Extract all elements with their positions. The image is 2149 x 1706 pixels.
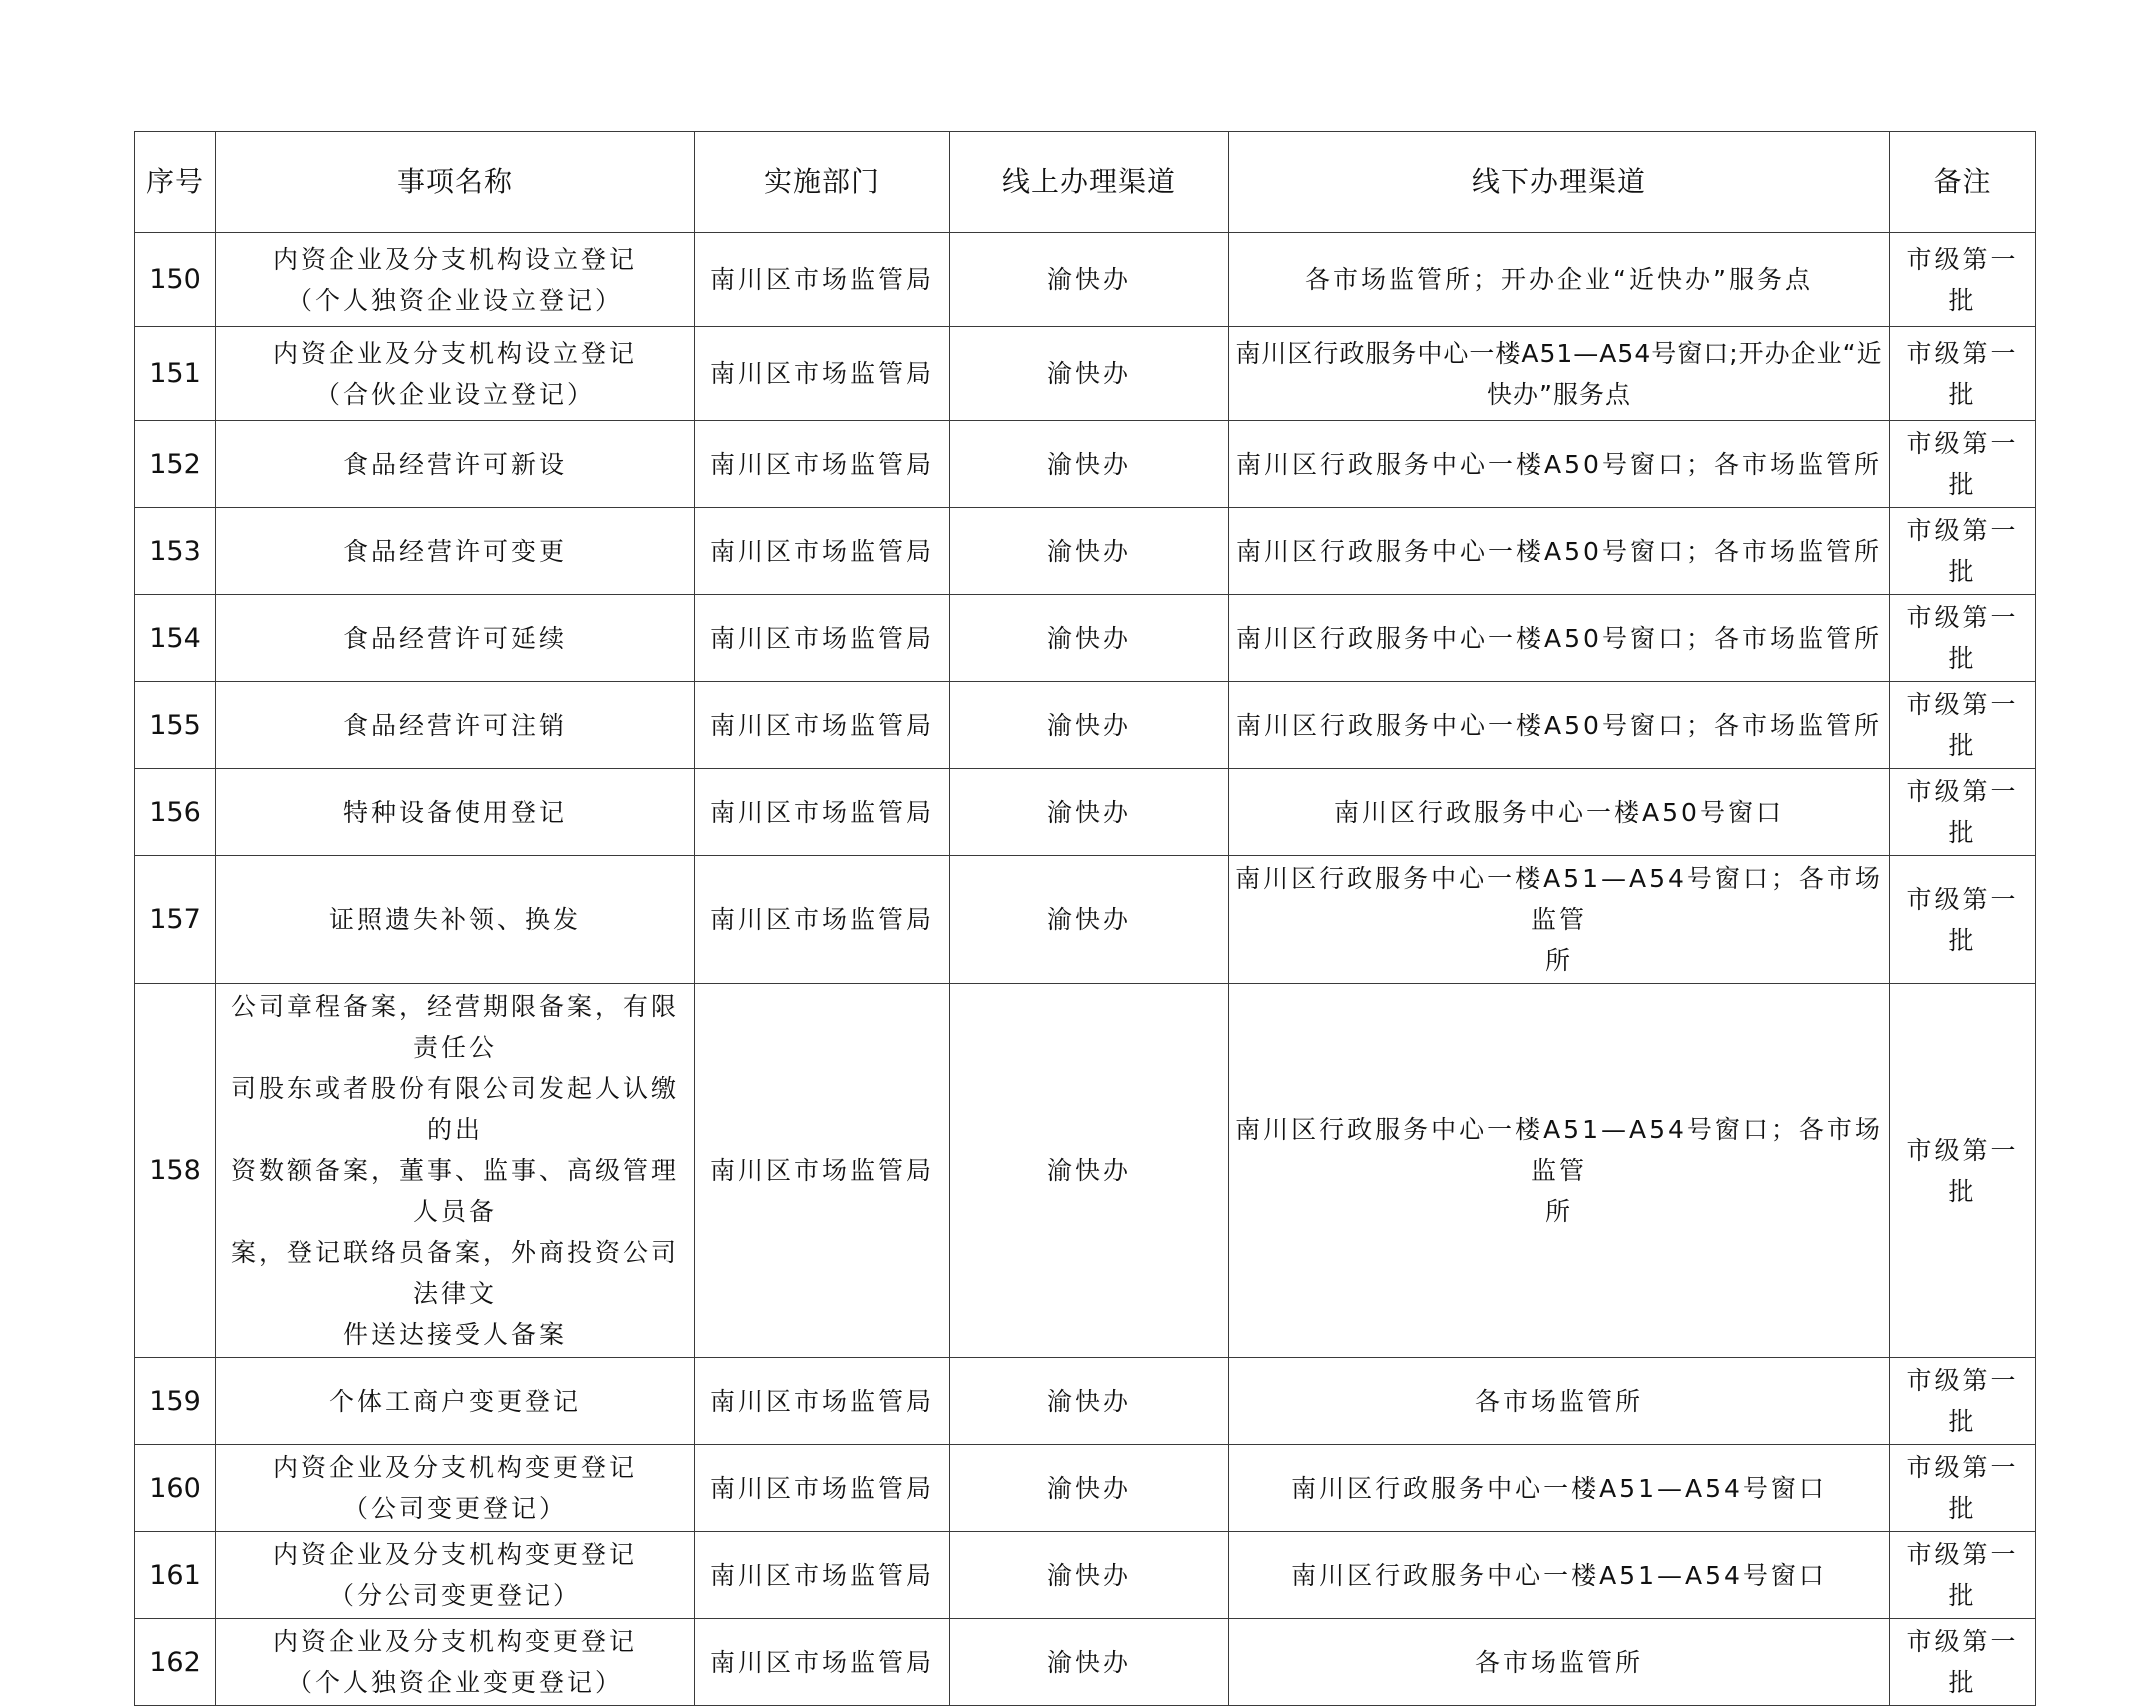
row-offline-channel bbox=[1229, 769, 1890, 856]
table-row bbox=[135, 682, 2036, 769]
row-department: 南川区市场监管局 bbox=[695, 508, 950, 595]
row-serial: 158 bbox=[135, 984, 216, 1358]
row-remark: 市级第一批 bbox=[1890, 508, 2036, 595]
offline-line: 南川区行政服务中心一楼A50号窗口 bbox=[1334, 797, 1784, 827]
row-online-channel: 渝快办 bbox=[950, 1445, 1229, 1532]
offline-line: 各市场监管所；开办企业“近快办”服务点 bbox=[1305, 265, 1813, 294]
item-name-line: 食品经营许可延续 bbox=[342, 623, 567, 653]
item-name-line: 公司章程备案，经营期限备案，有限责任公 bbox=[230, 992, 679, 1062]
row-serial: 161 bbox=[135, 1532, 216, 1619]
row-item-name bbox=[216, 595, 695, 682]
row-online-channel: 渝快办 bbox=[950, 595, 1229, 682]
offline-line: 快办”服务点 bbox=[1487, 379, 1631, 409]
item-name-line: 证照遗失补领、换发 bbox=[328, 905, 581, 934]
row-offline-channel bbox=[1229, 327, 1890, 421]
row-item-name bbox=[216, 233, 695, 327]
row-remark: 市级第一批 bbox=[1890, 327, 2036, 421]
header-item-name: 事项名称 bbox=[216, 132, 695, 233]
offline-line: 南川区行政服务中心一楼A50号窗口；各市场监管所 bbox=[1236, 536, 1882, 566]
row-online-channel: 渝快办 bbox=[950, 233, 1229, 327]
item-name-line: （个人独资企业设立登记） bbox=[286, 285, 623, 315]
row-item-name bbox=[216, 769, 695, 856]
item-name-line: 内资企业及分支机构设立登记 bbox=[272, 244, 637, 274]
row-serial: 162 bbox=[135, 1619, 216, 1706]
row-remark: 市级第一批 bbox=[1890, 1532, 2036, 1619]
row-serial: 153 bbox=[135, 508, 216, 595]
row-item-name bbox=[216, 984, 695, 1358]
item-name-line: （分公司变更登记） bbox=[328, 1581, 581, 1610]
offline-line: 南川区行政服务中心一楼A51—A54号窗口；各市场监管 bbox=[1235, 864, 1883, 934]
row-department: 南川区市场监管局 bbox=[695, 327, 950, 421]
row-offline-channel bbox=[1229, 421, 1890, 508]
offline-line: 南川区行政服务中心一楼A51—A54号窗口 bbox=[1291, 1560, 1827, 1590]
offline-line: 南川区行政服务中心一楼A50号窗口；各市场监管所 bbox=[1236, 449, 1882, 479]
item-name-line: 司股东或者股份有限公司发起人认缴的出 bbox=[230, 1074, 679, 1144]
header-department: 实施部门 bbox=[695, 132, 950, 233]
header-serial: 序号 bbox=[135, 132, 216, 233]
row-item-name bbox=[216, 421, 695, 508]
row-item-name bbox=[216, 327, 695, 421]
item-name-line: 件送达接受人备案 bbox=[342, 1320, 567, 1349]
row-offline-channel bbox=[1229, 1358, 1890, 1445]
offline-line: 各市场监管所 bbox=[1474, 1386, 1643, 1416]
table-row bbox=[135, 595, 2036, 682]
table-row bbox=[135, 327, 2036, 421]
row-serial: 160 bbox=[135, 1445, 216, 1532]
row-online-channel: 渝快办 bbox=[950, 856, 1229, 984]
row-serial: 152 bbox=[135, 421, 216, 508]
table-row bbox=[135, 421, 2036, 508]
row-offline-channel bbox=[1229, 856, 1890, 984]
row-serial: 154 bbox=[135, 595, 216, 682]
row-department: 南川区市场监管局 bbox=[695, 769, 950, 856]
table-row bbox=[135, 856, 2036, 984]
table-row bbox=[135, 233, 2036, 327]
row-serial: 157 bbox=[135, 856, 216, 984]
row-department: 南川区市场监管局 bbox=[695, 233, 950, 327]
offline-line: 南川区行政服务中心一楼A50号窗口；各市场监管所 bbox=[1236, 710, 1882, 740]
row-item-name bbox=[216, 856, 695, 984]
services-table bbox=[134, 131, 2036, 1706]
row-department: 南川区市场监管局 bbox=[695, 984, 950, 1358]
row-serial: 159 bbox=[135, 1358, 216, 1445]
row-item-name bbox=[216, 1532, 695, 1619]
row-offline-channel bbox=[1229, 1445, 1890, 1532]
row-online-channel: 渝快办 bbox=[950, 508, 1229, 595]
row-department: 南川区市场监管局 bbox=[695, 856, 950, 984]
row-item-name bbox=[216, 1445, 695, 1532]
table-row bbox=[135, 1358, 2036, 1445]
row-online-channel: 渝快办 bbox=[950, 327, 1229, 421]
row-offline-channel bbox=[1229, 682, 1890, 769]
item-name-line: 特种设备使用登记 bbox=[342, 797, 567, 827]
row-remark: 市级第一批 bbox=[1890, 1619, 2036, 1706]
table-row bbox=[135, 984, 2036, 1358]
table-row bbox=[135, 1532, 2036, 1619]
offline-line: 各市场监管所 bbox=[1474, 1647, 1643, 1677]
row-offline-channel bbox=[1229, 508, 1890, 595]
row-offline-channel bbox=[1229, 1532, 1890, 1619]
row-serial: 151 bbox=[135, 327, 216, 421]
item-name-line: 内资企业及分支机构设立登记 bbox=[272, 338, 637, 368]
row-remark: 市级第一批 bbox=[1890, 1358, 2036, 1445]
header-row bbox=[135, 132, 2036, 233]
offline-line: 所 bbox=[1544, 946, 1573, 975]
item-name-line: （个人独资企业变更登记） bbox=[286, 1668, 623, 1697]
row-department: 南川区市场监管局 bbox=[695, 595, 950, 682]
item-name-line: （合伙企业设立登记） bbox=[314, 379, 595, 409]
item-name-line: 案，登记联络员备案，外商投资公司法律文 bbox=[230, 1238, 679, 1308]
row-online-channel: 渝快办 bbox=[950, 769, 1229, 856]
row-department: 南川区市场监管局 bbox=[695, 682, 950, 769]
row-item-name bbox=[216, 1619, 695, 1706]
row-department: 南川区市场监管局 bbox=[695, 1532, 950, 1619]
row-online-channel: 渝快办 bbox=[950, 421, 1229, 508]
row-offline-channel bbox=[1229, 1619, 1890, 1706]
row-remark: 市级第一批 bbox=[1890, 984, 2036, 1358]
row-offline-channel bbox=[1229, 984, 1890, 1358]
item-name-line: 内资企业及分支机构变更登记 bbox=[272, 1627, 637, 1656]
offline-line: 所 bbox=[1544, 1197, 1573, 1226]
row-online-channel: 渝快办 bbox=[950, 682, 1229, 769]
header-remark: 备注 bbox=[1890, 132, 2036, 233]
row-department: 南川区市场监管局 bbox=[695, 421, 950, 508]
row-remark: 市级第一批 bbox=[1890, 1445, 2036, 1532]
header-online-channel: 线上办理渠道 bbox=[950, 132, 1229, 233]
table-row bbox=[135, 1619, 2036, 1706]
item-name-line: 内资企业及分支机构变更登记 bbox=[272, 1540, 637, 1569]
row-offline-channel bbox=[1229, 595, 1890, 682]
row-online-channel: 渝快办 bbox=[950, 984, 1229, 1358]
row-department: 南川区市场监管局 bbox=[695, 1445, 950, 1532]
item-name-line: 资数额备案，董事、监事、高级管理人员备 bbox=[230, 1156, 679, 1226]
row-serial: 156 bbox=[135, 769, 216, 856]
row-remark: 市级第一批 bbox=[1890, 682, 2036, 769]
row-remark: 市级第一批 bbox=[1890, 856, 2036, 984]
offline-line: 南川区行政服务中心一楼A51—A54号窗口；各市场监管 bbox=[1235, 1115, 1883, 1185]
table-row bbox=[135, 508, 2036, 595]
row-item-name bbox=[216, 1358, 695, 1445]
row-offline-channel bbox=[1229, 233, 1890, 327]
offline-line: 南川区行政服务中心一楼A51—A54号窗口;开办企业“近 bbox=[1235, 338, 1883, 368]
item-name-line: 食品经营许可变更 bbox=[342, 536, 567, 566]
table-row bbox=[135, 1445, 2036, 1532]
offline-line: 南川区行政服务中心一楼A50号窗口；各市场监管所 bbox=[1236, 623, 1882, 653]
row-online-channel: 渝快办 bbox=[950, 1358, 1229, 1445]
row-department: 南川区市场监管局 bbox=[695, 1619, 950, 1706]
row-remark: 市级第一批 bbox=[1890, 769, 2036, 856]
item-name-line: （公司变更登记） bbox=[342, 1494, 567, 1523]
row-serial: 150 bbox=[135, 233, 216, 327]
row-item-name bbox=[216, 508, 695, 595]
row-remark: 市级第一批 bbox=[1890, 233, 2036, 327]
row-remark: 市级第一批 bbox=[1890, 595, 2036, 682]
header-offline-channel: 线下办理渠道 bbox=[1229, 132, 1890, 233]
offline-line: 南川区行政服务中心一楼A51—A54号窗口 bbox=[1291, 1473, 1827, 1503]
row-serial: 155 bbox=[135, 682, 216, 769]
row-remark: 市级第一批 bbox=[1890, 421, 2036, 508]
row-online-channel: 渝快办 bbox=[950, 1619, 1229, 1706]
row-online-channel: 渝快办 bbox=[950, 1532, 1229, 1619]
row-item-name bbox=[216, 682, 695, 769]
item-name-line: 内资企业及分支机构变更登记 bbox=[272, 1453, 637, 1482]
item-name-line: 食品经营许可注销 bbox=[342, 710, 567, 740]
item-name-line: 食品经营许可新设 bbox=[342, 449, 567, 479]
row-department: 南川区市场监管局 bbox=[695, 1358, 950, 1445]
table-row bbox=[135, 769, 2036, 856]
item-name-line: 个体工商户变更登记 bbox=[328, 1386, 581, 1416]
